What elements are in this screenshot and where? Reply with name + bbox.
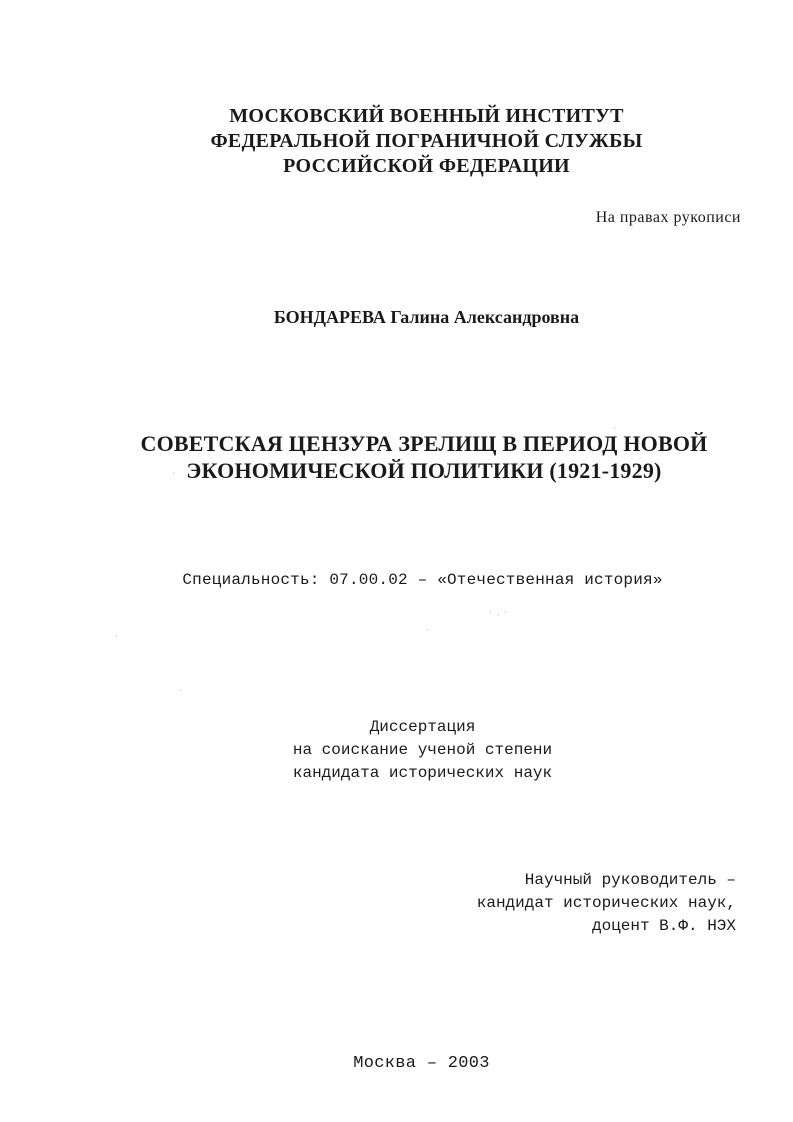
supervisor-line-1: Научный руководитель – [524,871,736,889]
degree-line-2: на соискание ученой степени [292,741,553,759]
scan-speck [116,635,117,636]
title-line-1: СОВЕТСКАЯ ЦЕНЗУРА ЗРЕЛИЩ В ПЕРИОД НОВОЙ [140,431,708,456]
supervisor-line-3: доцент В.Ф. НЭХ [591,917,736,935]
city-year: Москва – 2003 [353,1054,490,1073]
scan-speck [427,629,428,630]
title-line-2: ЭКОНОМИЧЕСКОЙ ПОЛИТИКИ (1921-1929) [186,458,662,483]
scan-speck [490,612,491,613]
institution-line-3: РОССИЙСКОЙ ФЕДЕРАЦИИ [283,155,570,177]
specialty-line: Специальность: 07.00.02 – «Отечественная история» [182,571,663,589]
scan-speck [498,614,499,615]
manuscript-note: На правах рукописи [595,209,741,226]
degree-statement [0,716,793,785]
supervisor-block [477,869,736,938]
institution-line-1: МОСКОВСКИЙ ВОЕННЫЙ ИНСТИТУТ [229,105,624,127]
institution-header [0,104,793,179]
institution-line-2: ФЕДЕРАЛЬНОЙ ПОГРАНИЧНОЙ СЛУЖБЫ [210,130,643,152]
scan-speck [180,690,181,691]
scan-speck [505,611,506,612]
dissertation-title [0,430,793,484]
degree-line-3: кандидата исторических наук [292,764,553,782]
author-name: БОНДАРЕВА Галина Александровна [273,307,580,327]
scan-speck [614,428,615,429]
scan-speck [173,473,174,474]
degree-line-1: Диссертация [369,718,476,736]
supervisor-line-2: кандидат исторических наук, [476,894,736,912]
